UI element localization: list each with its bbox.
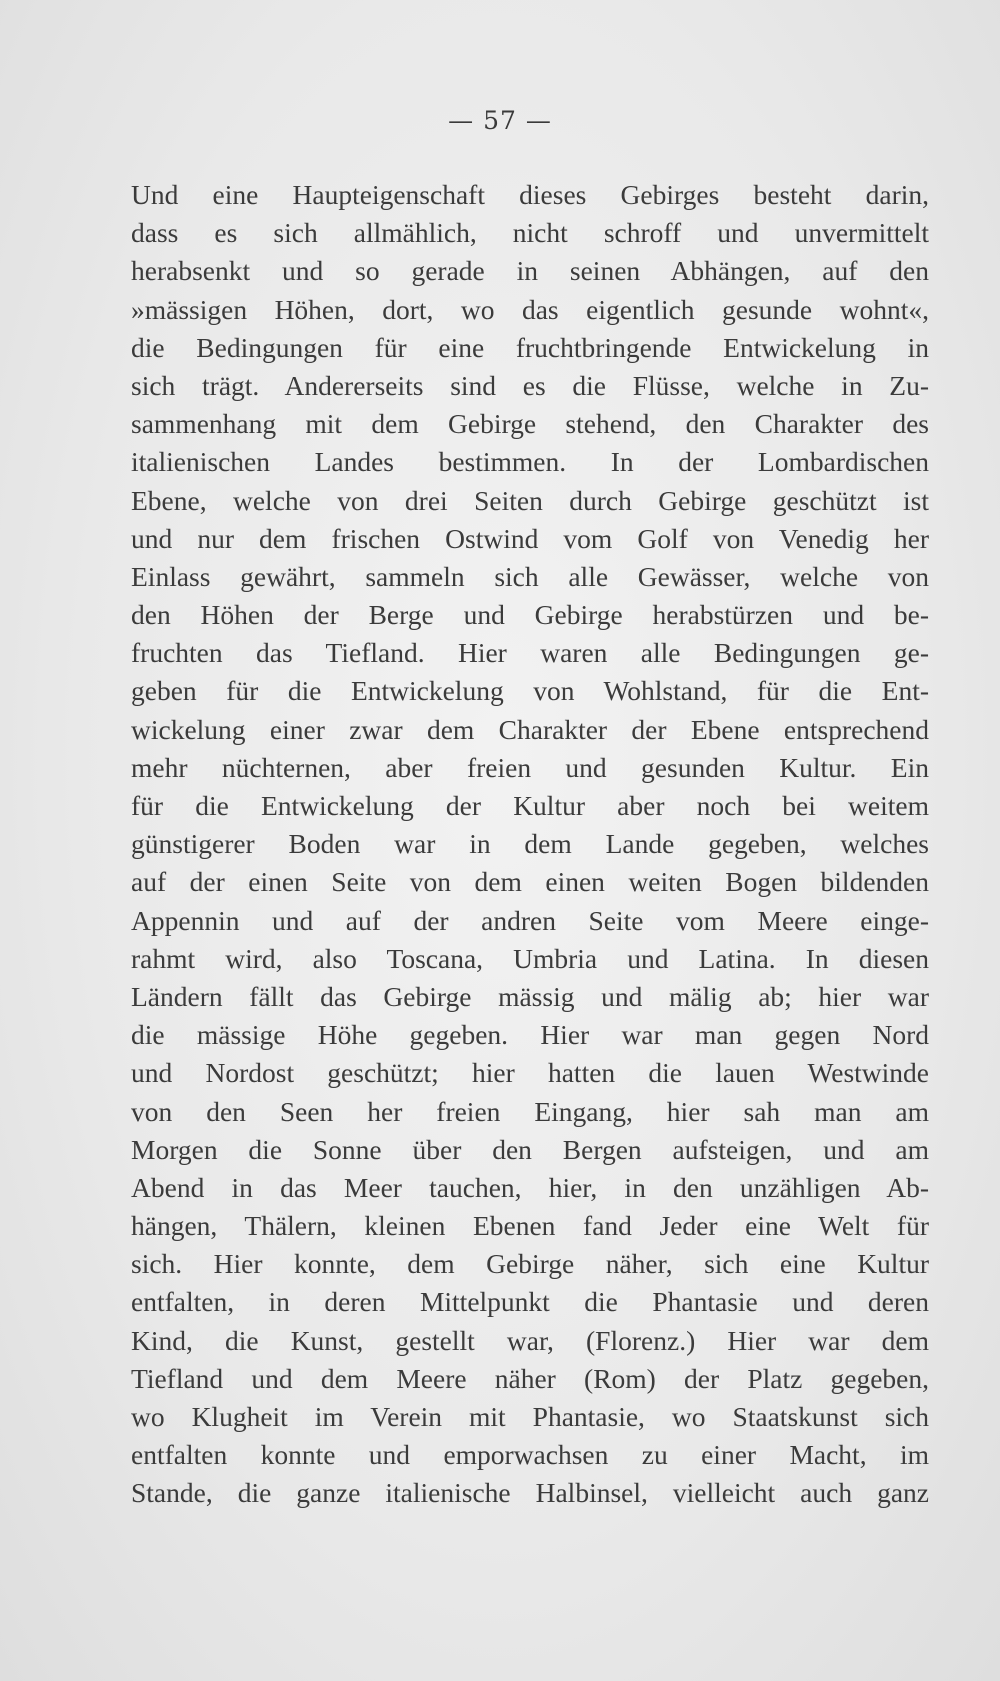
text-line: sammenhang mit dem Gebirge stehend, den Charakter des	[131, 408, 929, 440]
text-line: auf der einen Seite von dem einen weiten Bogen bildenden	[131, 866, 929, 898]
text-line: entfalten, in deren Mittelpunkt die Phantasie und deren	[131, 1286, 929, 1318]
text-line: Und eine Haupteigenschaft dieses Gebirges besteht darin,	[131, 179, 929, 210]
text-line: Einlass gewährt, sammeln sich alle Gewässer, welche von	[131, 560, 929, 592]
text-line: geben für die Entwickelung von Wohlstand, für die Ent-	[131, 675, 929, 707]
text-line: für die Entwickelung der Kultur aber noch bei weitem	[131, 790, 929, 821]
text-line: die Bedingungen für eine fruchtbringende Entwickelung in	[131, 331, 929, 363]
text-line: Ebene, welche von drei Seiten durch Gebirge geschützt ist	[131, 484, 929, 516]
text-line: und Nordost geschützt; hier hatten die lauen Westwinde	[131, 1057, 929, 1089]
text-line: italienischen Landes bestimmen. In der Lombardischen	[131, 446, 929, 478]
text-line: Ländern fällt das Gebirge mässig und mälig ab; hier war	[131, 980, 929, 1012]
text-line: Appennin und auf der andren Seite vom Meere einge-	[131, 904, 929, 936]
text-line: Tiefland und dem Meere näher (Rom) der Platz gegeben,	[131, 1362, 929, 1394]
text-line: wickelung einer zwar dem Charakter der Ebene entsprechend	[131, 713, 929, 745]
text-line: die mässige Höhe gegeben. Hier war man gegen Nord	[131, 1019, 929, 1051]
text-line: fruchten das Tiefland. Hier waren alle Bedingungen ge-	[131, 637, 929, 669]
text-line: sich trägt. Andererseits sind es die Flüsse, welche in Zu-	[131, 369, 929, 401]
page-number: — 57 —	[448, 106, 552, 135]
text-line: den Höhen der Berge und Gebirge herabstürzen und be-	[131, 599, 929, 631]
text-line: rahmt wird, also Toscana, Umbria und Latina. In diesen	[131, 942, 929, 974]
text-line: wo Klugheit im Verein mit Phantasie, wo Staatskunst sich	[131, 1401, 929, 1432]
text-line: sich. Hier konnte, dem Gebirge näher, sich eine Kultur	[131, 1248, 929, 1280]
text-line: Stande, die ganze italienische Halbinsel, vielleicht auch ganz	[131, 1477, 929, 1509]
text-line: dass es sich allmählich, nicht schroff und unvermittelt	[131, 217, 929, 249]
body-text	[131, 176, 929, 1513]
text-line: herabsenkt und so gerade in seinen Abhängen, auf den	[131, 255, 929, 287]
text-line: mehr nüchternen, aber freien und gesunden Kultur. Ein	[131, 751, 929, 783]
text-line: »mässigen Höhen, dort, wo das eigentlich gesunde wohnt«,	[131, 293, 929, 325]
text-line: und nur dem frischen Ostwind vom Golf von Venedig her	[131, 522, 929, 554]
text-line: Abend in das Meer tauchen, hier, in den unzähligen Ab-	[131, 1171, 929, 1203]
text-line: Kind, die Kunst, gestellt war, (Florenz.) Hier war dem	[131, 1324, 929, 1356]
text-line: von den Seen her freien Eingang, hier sah man am	[131, 1095, 929, 1127]
text-line: Morgen die Sonne über den Bergen aufsteigen, und am	[131, 1133, 929, 1165]
text-line: günstigerer Boden war in dem Lande gegeben, welches	[131, 828, 929, 860]
text-line: entfalten konnte und emporwachsen zu einer Macht, im	[131, 1439, 929, 1471]
text-line: hängen, Thälern, kleinen Ebenen fand Jeder eine Welt für	[131, 1210, 929, 1242]
